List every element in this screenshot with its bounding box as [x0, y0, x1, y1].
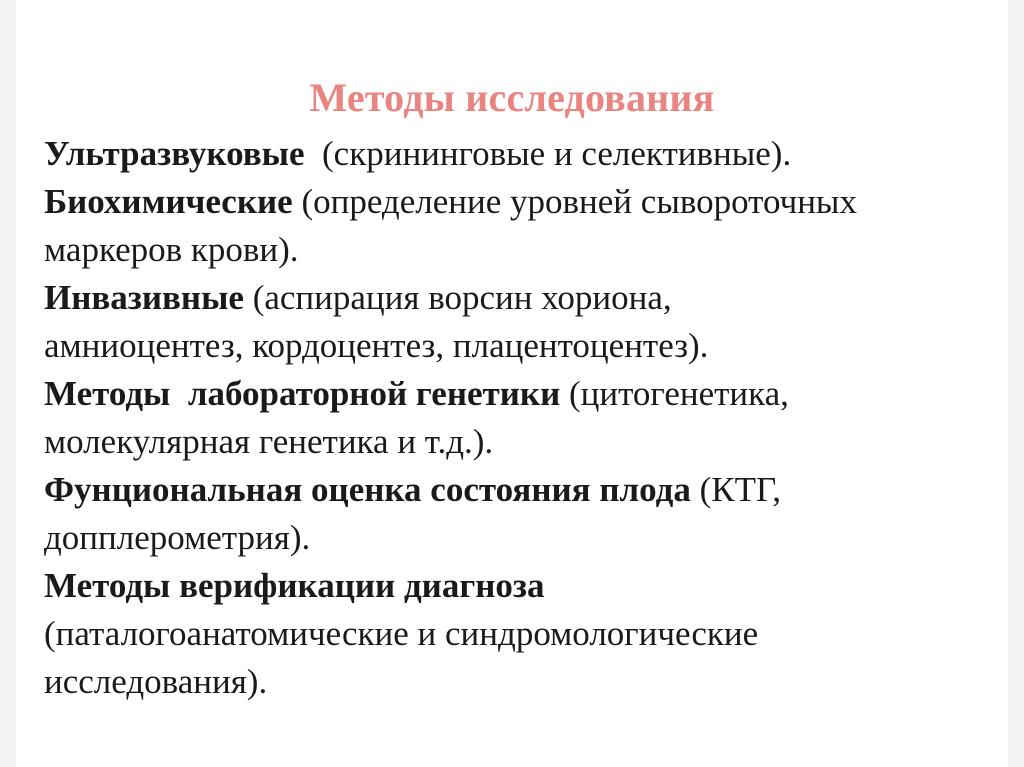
- item-continuation: допплерометрия).: [44, 518, 311, 557]
- item-heading: Фунциональная оценка состояния плода: [44, 470, 691, 509]
- item-line: [44, 562, 1004, 610]
- item-text: (определение уровней сывороточных: [292, 182, 857, 221]
- item-text: (аспирация ворсин хориона,: [243, 278, 672, 317]
- item-heading: Методы верификации диагноза: [44, 566, 545, 605]
- list-item-functional-assessment: [44, 466, 1004, 562]
- item-heading: Биохимические: [44, 182, 293, 221]
- list-item-biochemical: [44, 178, 1004, 274]
- item-line: [44, 178, 1004, 226]
- list-item-lab-genetics: [44, 370, 1004, 466]
- item-text: (цитогенетика,: [560, 374, 789, 413]
- item-continuation: амниоцентез, кордоцентез, плацентоцентез).: [44, 326, 709, 365]
- item-heading: Инвазивные: [44, 278, 244, 317]
- item-line: [44, 466, 1004, 514]
- item-heading: Ультразвуковые: [44, 134, 305, 173]
- item-continuation: молекулярная генетика и т.д.).: [44, 422, 494, 461]
- item-continuation: исследования).: [44, 662, 268, 701]
- slide-title: Методы исследования: [309, 75, 715, 120]
- item-line: [44, 130, 1004, 178]
- item-text: (КТГ,: [690, 470, 782, 509]
- slide-body: [44, 130, 1004, 706]
- item-line: [44, 274, 1004, 322]
- list-item-ultrasound: [44, 130, 1004, 178]
- item-text: (скрининговые и селективные).: [304, 134, 792, 173]
- item-heading: Методы лабораторной генетики: [44, 374, 561, 413]
- item-line: [44, 370, 1004, 418]
- list-item-diagnosis-verification: [44, 562, 1004, 706]
- item-continuation: (паталогоанатомические и синдромологические: [44, 614, 759, 653]
- item-continuation: маркеров крови).: [44, 230, 299, 269]
- list-item-invasive: [44, 274, 1004, 370]
